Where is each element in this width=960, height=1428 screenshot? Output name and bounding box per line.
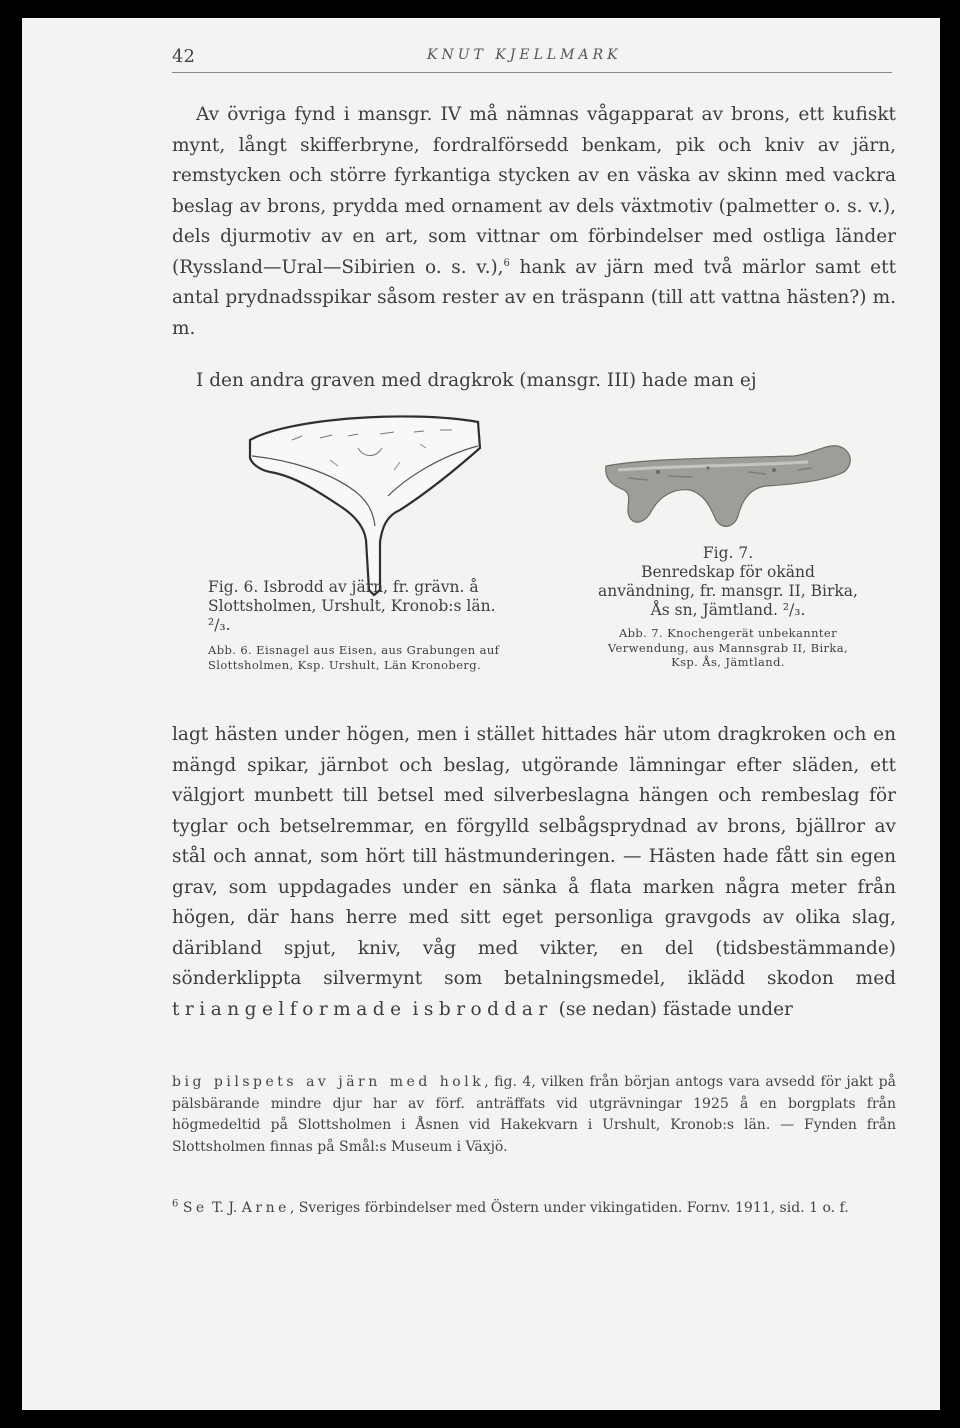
spaced-word-triangelformade: triangelformade xyxy=(172,998,407,1020)
paragraph-1 xyxy=(172,100,896,344)
running-head: KNUT KJELLMARK xyxy=(427,47,622,63)
paragraph-1-text-end: hank av järn med två märlor samt ett antal prydnadsspikar såsom rester av en träspann (till att vattna hästen?) m. m. xyxy=(172,256,896,339)
figure-6-ice-cleat xyxy=(230,400,500,600)
footnote-6 xyxy=(172,1198,896,1220)
footnote-6-author-initials: T. J. xyxy=(212,1200,242,1216)
page-header xyxy=(172,46,892,68)
page-number: 42 xyxy=(172,46,195,67)
paragraph-1-text: Av övriga fynd i mansgr. IV må nämnas vågapparat av brons, ett kufiskt mynt, långt skifferbryne, fordralförsedd benkam, pik och kniv av järn, remstycken och större fyrkantiga stycken av en väska av skinn med vackra beslag av brons, prydda med ornament av dels växtmotiv (palmetter o. s. v.), dels djurmotiv av en art, som vittnar om förbindelser med ostliga länder (Ryssland—Ural—Sibirien o. s. v.), xyxy=(172,104,896,278)
footnote-6-author: Arne xyxy=(241,1200,290,1216)
paragraph-3-text: lagt hästen under högen, men i stället hittades här utom dragkroken och en mängd spikar, järnbot och beslag, utgörande lämningar efter släden, ett välgjort munbett till betsel med silverbeslagna hängen och rembeslag för tyglar och betselremmar, en förgylld selbågsprydnad av brons, bjällror av stål och annat, som hört till hästmunderingen. — Hästen hade fått sin egen grav, som uppdagades under en sänka å flata marken några meter från högen, där hans herre med sitt eget personliga gravgods av olika slag, däribland spjut, kniv, våg med vikter, en del (tidsbestämmande) sönderklippta silvermynt som betalningsmedel, iklädd skodon med xyxy=(172,724,896,989)
footnote-6-text: , Sveriges förbindelser med Östern under vikingatiden. Fornv. 1911, sid. 1 o. f. xyxy=(289,1200,849,1216)
figure-7-label: Fig. 7. xyxy=(702,544,754,562)
footnote-6-number: 6 xyxy=(172,1198,179,1210)
footnote-text: , fig. 4, vilken från början antogs vara avsedd för jakt på pälsbärande mindre djur har av förf. anträffats vid utgrävningar 1925 å en borgplats från högmedeltid på Slottsholmen i Åsnen vid Hakekvarn i Urshult, Kronob:s län. — Fynden från Slottsholmen finnas på Smål:s Museum i Växjö. xyxy=(172,1074,896,1155)
note-ref-6: 6 xyxy=(503,257,510,269)
footnote-6-se: Se xyxy=(182,1200,208,1216)
header-rule xyxy=(172,72,892,73)
figure-6-caption xyxy=(208,578,508,672)
figure-7-caption-de: Abb. 7. Knochengerät unbekannter Verwendung, aus Mannsgrab II, Birka, Ksp. Ås, Jämtland. xyxy=(607,626,849,669)
paragraph-2-text: I den andra graven med dragkrok (mansgr. III) hade man ej xyxy=(196,370,757,391)
paragraph-3-text-end: (se nedan) fästade under xyxy=(552,998,793,1020)
footnote-continued xyxy=(172,1072,896,1158)
figure-7-bone-tool xyxy=(598,440,856,532)
figure-6-caption-de: Abb. 6. Eisnagel aus Eisen, aus Grabungen auf Slottsholmen, Ksp. Urshult, Län Kronoberg. xyxy=(208,643,500,672)
paragraph-3 xyxy=(172,720,896,1025)
footnote-spaced-text: big pilspets av järn med holk xyxy=(172,1074,485,1090)
paragraph-2 xyxy=(172,366,896,397)
figure-6-caption-sv: Fig. 6. Isbrodd av järn, fr. grävn. å Slottsholmen, Urshult, Kronob:s län. ²/₃. xyxy=(208,578,496,634)
figure-7-caption-sv: Benredskap för okänd användning, fr. mansgr. II, Birka, Ås sn, Jämtland. ²/₃. xyxy=(598,563,858,619)
spaced-word-isbroddar: isbroddar xyxy=(412,998,553,1020)
figure-7-caption xyxy=(594,544,862,670)
